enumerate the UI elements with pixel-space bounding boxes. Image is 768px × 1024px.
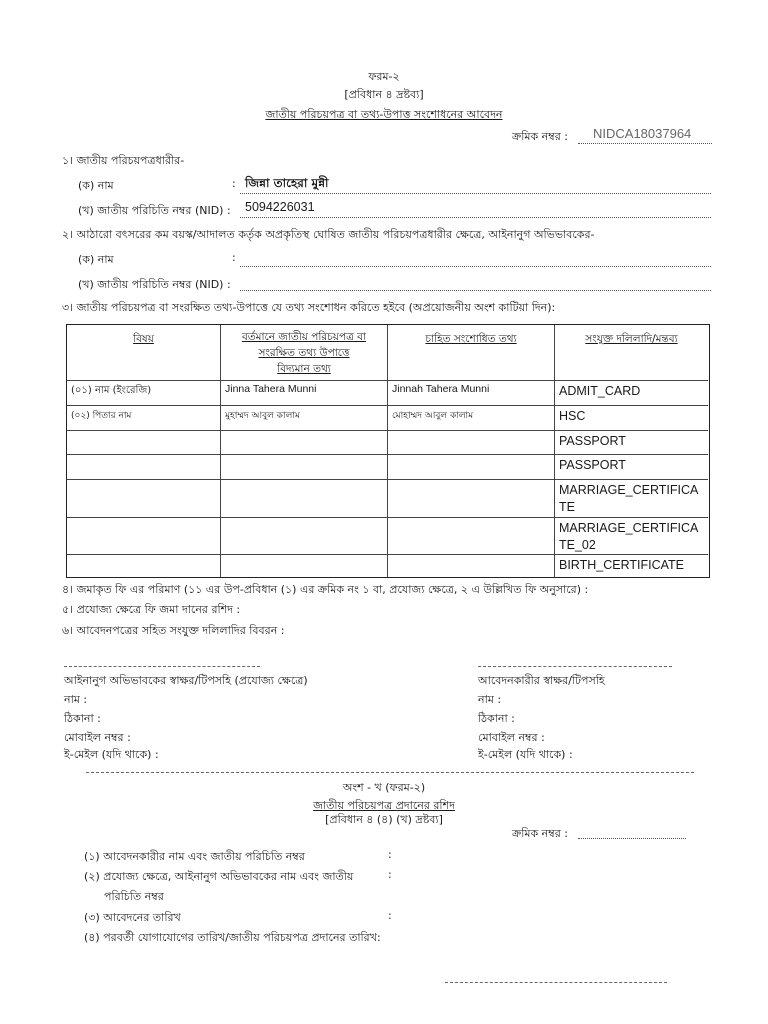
header-existing-line1: বর্তমানে জাতীয় পরিচয়পত্র বা — [241, 331, 367, 343]
guardian-signature-title: আইনানুগ অভিভাবকের স্বাক্ষর/টিপসহি (প্রযোজ্য ক্ষেত্রে) — [64, 674, 308, 687]
table-cell — [555, 431, 708, 455]
section-5-receipt: ৫। প্রযোজ্য ক্ষেত্রে ফি জমা দানের রশিদ : — [62, 603, 241, 616]
guardian-name-label: (ক) নাম — [78, 253, 114, 266]
receipt-item-2: (২) প্রযোজ্য ক্ষেত্রে, আইনানুগ অভিভাবকের নাম এবং জাতীয় — [84, 870, 354, 883]
table-cell — [221, 480, 388, 518]
row5-attachment: MARRIAGE_CERTIFICATE — [559, 483, 699, 514]
header-attachment-text: সংযুক্ত দলিলাদি/মন্তব্য — [585, 333, 678, 345]
row2-attachment: HSC — [559, 409, 586, 423]
guardian-nid-label: (খ) জাতীয় পরিচিতি নম্বর (NID) : — [78, 278, 231, 291]
table-cell — [555, 480, 708, 518]
table-cell — [67, 480, 221, 518]
row6-attachment: MARRIAGE_CERTIFICATE_02 — [559, 521, 699, 552]
guardian-nid-line[interactable] — [240, 290, 711, 291]
guardian-signature-line[interactable] — [64, 666, 260, 667]
receipt-part-label: অংশ - খ (ফরম-২) — [342, 781, 426, 794]
row2-existing: মুহাম্মদ আবুল কালাম — [225, 411, 300, 421]
receipt-item-4: (৪) পরবর্তী যোগাযোগের তারিখ/জাতীয় পরিচয়পত্র প্রদানের তারিখ: — [84, 931, 381, 944]
receipt-item-1: (১) আবেদনকারীর নাম এবং জাতীয় পরিচিতি নম্বর — [84, 850, 305, 863]
guardian-name-colon: : — [232, 251, 236, 264]
table-cell — [221, 406, 388, 431]
table-cell — [67, 555, 221, 577]
table-cell — [388, 555, 555, 577]
section-6-attachments: ৬। আবেদনপত্রের সহিত সংযুক্ত দলিলাদির বিবরন : — [62, 624, 285, 637]
row2-requested: মোহাম্মদ আবুল কালাম — [392, 411, 474, 421]
table-cell — [67, 518, 221, 555]
receipt-item-2-cont: পরিচিতি নম্বর — [104, 890, 164, 903]
header-attachment — [555, 325, 708, 381]
table-cell — [67, 381, 221, 406]
applicant-address-field: ঠিকানা : — [478, 712, 515, 725]
table-cell — [221, 431, 388, 455]
receipt-item-2-colon: : — [388, 868, 392, 881]
receipt-title: জাতীয় পরিচয়পত্র প্রদানের রশিদ — [313, 799, 455, 812]
table-cell — [388, 518, 555, 555]
holder-nid-label: (খ) জাতীয় পরিচিতি নম্বর (NID) : — [78, 204, 231, 217]
applicant-email-field: ই-মেইল (যদি থাকে) : — [478, 748, 573, 761]
row1-attachment: ADMIT_CARD — [559, 384, 641, 398]
rule-reference: [প্রবিধান ৪ দ্রষ্টব্য] — [344, 88, 424, 101]
section-separator — [86, 772, 694, 773]
row2-subject: (০২) পিতার নাম — [71, 411, 132, 421]
applicant-signature-line[interactable] — [478, 666, 672, 667]
holder-name-label: (ক) নাম — [78, 179, 114, 192]
section-4-fee: ৪। জমাকৃত ফি এর পরিমাণ (১১ এর উপ-প্রবিধান (১) এর ক্রমিক নং ১ বা, প্রযোজ্য ক্ষেত্রে, ২ এ উল্লিখিত ফি অনুসারে) : — [62, 583, 589, 596]
guardian-name-field: নাম : — [64, 693, 88, 706]
receipt-serial-label: ক্রমিক নম্বর : — [512, 827, 568, 840]
row1-existing: Jinna Tahera Munni — [225, 383, 317, 395]
applicant-name-field: নাম : — [478, 693, 502, 706]
header-subject-text: বিষয় — [133, 333, 154, 345]
table-cell — [555, 381, 708, 406]
table-cell — [555, 406, 708, 431]
row3-attachment: PASSPORT — [559, 434, 626, 448]
table-cell — [555, 518, 708, 555]
header-requested-text: চাহিত সংশোধিত তথ্য — [425, 333, 517, 345]
receipt-signature-line[interactable] — [445, 982, 667, 983]
header-requested — [388, 325, 555, 381]
table-cell — [221, 381, 388, 406]
guardian-email-field: ই-মেইল (যদি থাকে) : — [64, 748, 159, 761]
table-cell — [221, 518, 388, 555]
table-cell — [388, 480, 555, 518]
holder-nid-line — [240, 217, 711, 218]
serial-label: ক্রমিক নম্বর : — [512, 130, 568, 143]
row1-requested: Jinnah Tahera Munni — [392, 383, 490, 395]
serial-value[interactable]: NIDCA18037964 — [593, 126, 692, 141]
serial-underline — [578, 143, 712, 144]
table-cell — [555, 555, 708, 577]
table-cell — [388, 381, 555, 406]
applicant-signature-title: আবেদনকারীর স্বাক্ষর/টিপসহি — [478, 674, 605, 687]
form-title: জাতীয় পরিচয়পত্র বা তথ্য-উপাত্ত সংশোধনের আবেদন — [265, 108, 503, 121]
header-existing — [221, 325, 388, 381]
receipt-serial-line[interactable] — [578, 838, 686, 839]
row4-attachment: PASSPORT — [559, 458, 626, 472]
table-cell — [67, 431, 221, 455]
header-existing-line2: সংরক্ষিত তথ্য উপাত্তে — [258, 347, 350, 359]
guardian-mobile-field: মোবাইল নম্বর : — [64, 731, 131, 744]
receipt-item-1-colon: : — [388, 848, 392, 861]
table-cell — [221, 455, 388, 480]
row7-attachment: BIRTH_CERTIFICATE — [559, 558, 685, 572]
receipt-item-3: (৩) আবেদনের তারিখ — [84, 911, 181, 924]
table-cell — [388, 455, 555, 480]
holder-nid-value[interactable]: 5094226031 — [245, 200, 315, 214]
table-cell — [388, 431, 555, 455]
table-cell — [67, 406, 221, 431]
holder-name-line — [240, 193, 711, 194]
correction-table — [66, 324, 710, 578]
header-subject — [67, 325, 221, 381]
section-2-heading: ২। আঠারো বৎসরের কম বয়স্ক/আদালত কর্তৃক অপ্রকৃতিস্থ ঘোষিত জাতীয় পরিচয়পত্রধারীর ক্ষেত্রে, আইনানুগ অভিভাবকের- — [62, 228, 595, 241]
receipt-item-3-colon: : — [388, 909, 392, 922]
header-existing-line3: বিদ্যমান তথ্য — [277, 363, 331, 375]
holder-name-colon: : — [232, 177, 236, 190]
row1-subject: (০১) নাম (ইংরেজি) — [71, 385, 152, 396]
applicant-mobile-field: মোবাইল নম্বর : — [478, 731, 545, 744]
table-cell — [555, 455, 708, 480]
holder-name-value[interactable]: জিন্না তাহেরা মুন্নী — [245, 176, 329, 190]
guardian-name-line[interactable] — [240, 266, 711, 267]
table-cell — [67, 455, 221, 480]
guardian-address-field: ঠিকানা : — [64, 712, 101, 725]
form-number: ফরম-২ — [368, 70, 400, 83]
section-1-heading: ১। জাতীয় পরিচয়পত্রধারীর- — [62, 154, 185, 167]
section-3-heading: ৩। জাতীয় পরিচয়পত্র বা সংরক্ষিত তথ্য-উপাত্তে যে তথ্য সংশোধন করিতে হইবে (অপ্রয়োজনীয় অংশ কাটিয়া দিন): — [62, 301, 556, 314]
table-cell — [221, 555, 388, 577]
table-cell — [388, 406, 555, 431]
receipt-rule-reference: [প্রবিধান ৪ (৪) (খ) দ্রষ্টব্য] — [325, 813, 443, 826]
